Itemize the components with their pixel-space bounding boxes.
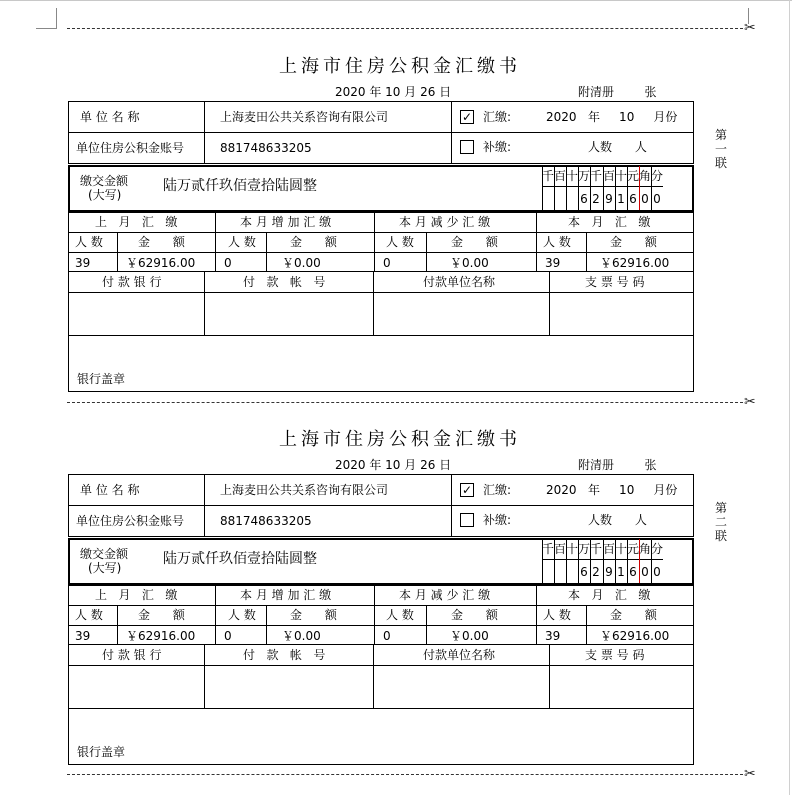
remit-label: 汇缴: (483, 110, 512, 124)
supplement-count: 人数 人 (588, 140, 647, 154)
this-month-count: 39 (545, 256, 561, 270)
last-month-amount: ￥62916.00 (126, 629, 196, 643)
sub-head-count: 人 数 (75, 235, 103, 249)
digit-place-head: 十 (615, 169, 628, 183)
amount-label: 缴交金额 (80, 174, 129, 188)
digit-place-value: 6 (629, 192, 637, 206)
sub-head-amount: 金 额 (290, 235, 337, 249)
digit-place-head: 千 (590, 542, 603, 556)
sub-head-amount: 金 额 (138, 608, 185, 622)
account-value: 881748633205 (220, 514, 312, 528)
payer-name-head: 付款单位名称 (423, 648, 496, 662)
unit-name-label: 单 位 名 称 (80, 483, 140, 497)
digit-place-value: 0 (641, 565, 649, 579)
form-date: 2020 年 10 月 26 日 (335, 458, 452, 472)
unit-name-value: 上海麦田公共关系咨询有限公司 (220, 110, 389, 124)
remit-checkbox[interactable]: ✓ (461, 110, 473, 124)
increase-count: 0 (224, 256, 232, 270)
this-month-amount: ￥62916.00 (600, 629, 670, 643)
remit-period: 2020 年 10 月份 (546, 110, 678, 124)
supplement-label: 补缴: (483, 513, 512, 527)
digit-place-value: 0 (653, 192, 661, 206)
scissors-icon: ✂ (744, 394, 756, 410)
increase-amount: ￥0.00 (282, 629, 321, 643)
amount-in-words: 陆万贰仟玖佰壹拾陆圆整 (163, 551, 317, 567)
bank-stamp-label: 银行盖章 (77, 372, 126, 386)
amount-label-uppercase: (大写) (88, 188, 122, 202)
pay-account-head: 付 款 帐 号 (243, 648, 326, 662)
digit-place-value: 6 (580, 565, 588, 579)
group-head-last-month: 上 月 汇 缴 (95, 588, 178, 602)
digit-place-head: 元 (627, 542, 640, 556)
pay-account-head: 付 款 帐 号 (243, 275, 326, 289)
group-head-this-month: 本 月 汇 缴 (568, 215, 651, 229)
form-title: 上海市住房公积金汇缴书 (279, 429, 521, 450)
unit-name-label: 单 位 名 称 (80, 110, 140, 124)
copy-label: 第二联 (714, 501, 727, 543)
scissors-icon: ✂ (744, 20, 756, 36)
last-month-amount: ￥62916.00 (126, 256, 196, 270)
sub-head-count: 人 数 (228, 608, 256, 622)
scissors-icon: ✂ (744, 766, 756, 782)
digit-place-head: 元 (627, 169, 640, 183)
digit-place-value: 9 (605, 192, 613, 206)
digit-place-head: 千 (590, 169, 603, 183)
remit-label: 汇缴: (483, 483, 512, 497)
sub-head-amount: 金 额 (290, 608, 337, 622)
sub-head-count: 人 数 (543, 235, 571, 249)
group-head-decrease: 本 月 减 少 汇 缴 (399, 215, 491, 229)
account-label: 单位住房公积金账号 (76, 514, 185, 528)
remittance-slip-copy-2 (0, 373, 792, 759)
remittance-slip-copy-1 (0, 0, 792, 386)
digit-place-head: 千 (542, 169, 555, 183)
amount-label-uppercase: (大写) (88, 561, 122, 575)
attachment-count: 附清册 张 (578, 85, 657, 99)
supplement-checkbox[interactable] (460, 513, 474, 527)
digit-place-value: 1 (617, 565, 625, 579)
digit-place-value: 6 (580, 192, 588, 206)
increase-count: 0 (224, 629, 232, 643)
account-label: 单位住房公积金账号 (76, 141, 185, 155)
pay-bank-head: 付 款 银 行 (102, 275, 162, 289)
supplement-checkbox[interactable] (460, 140, 474, 154)
cut-line (67, 774, 743, 775)
group-head-this-month: 本 月 汇 缴 (568, 588, 651, 602)
group-head-increase: 本 月 增 加 汇 缴 (240, 588, 332, 602)
increase-amount: ￥0.00 (282, 256, 321, 270)
digit-place-head: 千 (542, 542, 555, 556)
digit-place-head: 百 (603, 169, 616, 183)
form-date: 2020 年 10 月 26 日 (335, 85, 452, 99)
digit-place-value: 0 (653, 565, 661, 579)
sub-head-count: 人 数 (543, 608, 571, 622)
attachment-count: 附清册 张 (578, 458, 657, 472)
sub-head-amount: 金 额 (451, 608, 498, 622)
amount-in-words: 陆万贰仟玖佰壹拾陆圆整 (163, 178, 317, 194)
digit-place-head: 十 (566, 169, 579, 183)
last-month-count: 39 (75, 256, 91, 270)
sub-head-count: 人 数 (386, 235, 414, 249)
digit-place-head: 百 (554, 542, 567, 556)
last-month-count: 39 (75, 629, 91, 643)
group-head-last-month: 上 月 汇 缴 (95, 215, 178, 229)
remit-period: 2020 年 10 月份 (546, 483, 678, 497)
sub-head-amount: 金 额 (610, 235, 657, 249)
digit-place-head: 角 (639, 169, 652, 183)
amount-label: 缴交金额 (80, 547, 129, 561)
digit-place-head: 分 (651, 169, 664, 183)
decrease-count: 0 (383, 256, 391, 270)
account-value: 881748633205 (220, 141, 312, 155)
digit-place-head: 十 (566, 542, 579, 556)
pay-bank-head: 付 款 银 行 (102, 648, 162, 662)
digit-place-value: 1 (617, 192, 625, 206)
sub-head-count: 人 数 (75, 608, 103, 622)
digit-place-head: 百 (554, 169, 567, 183)
this-month-amount: ￥62916.00 (600, 256, 670, 270)
supplement-count: 人数 人 (588, 513, 647, 527)
digit-place-head: 十 (615, 542, 628, 556)
group-head-decrease: 本 月 减 少 汇 缴 (399, 588, 491, 602)
sub-head-count: 人 数 (228, 235, 256, 249)
digit-place-head: 百 (603, 542, 616, 556)
decrease-count: 0 (383, 629, 391, 643)
remit-checkbox[interactable]: ✓ (461, 483, 473, 497)
digit-place-head: 万 (578, 169, 591, 183)
digit-place-head: 万 (578, 542, 591, 556)
cheque-number-head: 支 票 号 码 (585, 275, 645, 289)
digit-place-value: 2 (592, 565, 600, 579)
supplement-label: 补缴: (483, 140, 512, 154)
form-title: 上海市住房公积金汇缴书 (279, 56, 521, 77)
payer-name-head: 付款单位名称 (423, 275, 496, 289)
group-head-increase: 本 月 增 加 汇 缴 (240, 215, 332, 229)
this-month-count: 39 (545, 629, 561, 643)
sub-head-amount: 金 额 (610, 608, 657, 622)
digit-place-head: 分 (651, 542, 664, 556)
sub-head-count: 人 数 (386, 608, 414, 622)
digit-place-value: 2 (592, 192, 600, 206)
digit-place-value: 9 (605, 565, 613, 579)
digit-place-value: 0 (641, 192, 649, 206)
bank-stamp-label: 银行盖章 (77, 745, 126, 759)
decrease-amount: ￥0.00 (450, 256, 489, 270)
cheque-number-head: 支 票 号 码 (585, 648, 645, 662)
decrease-amount: ￥0.00 (450, 629, 489, 643)
copy-label: 第一联 (714, 128, 727, 170)
digit-place-head: 角 (639, 542, 652, 556)
unit-name-value: 上海麦田公共关系咨询有限公司 (220, 483, 389, 497)
sub-head-amount: 金 额 (451, 235, 498, 249)
sub-head-amount: 金 额 (138, 235, 185, 249)
digit-place-value: 6 (629, 565, 637, 579)
